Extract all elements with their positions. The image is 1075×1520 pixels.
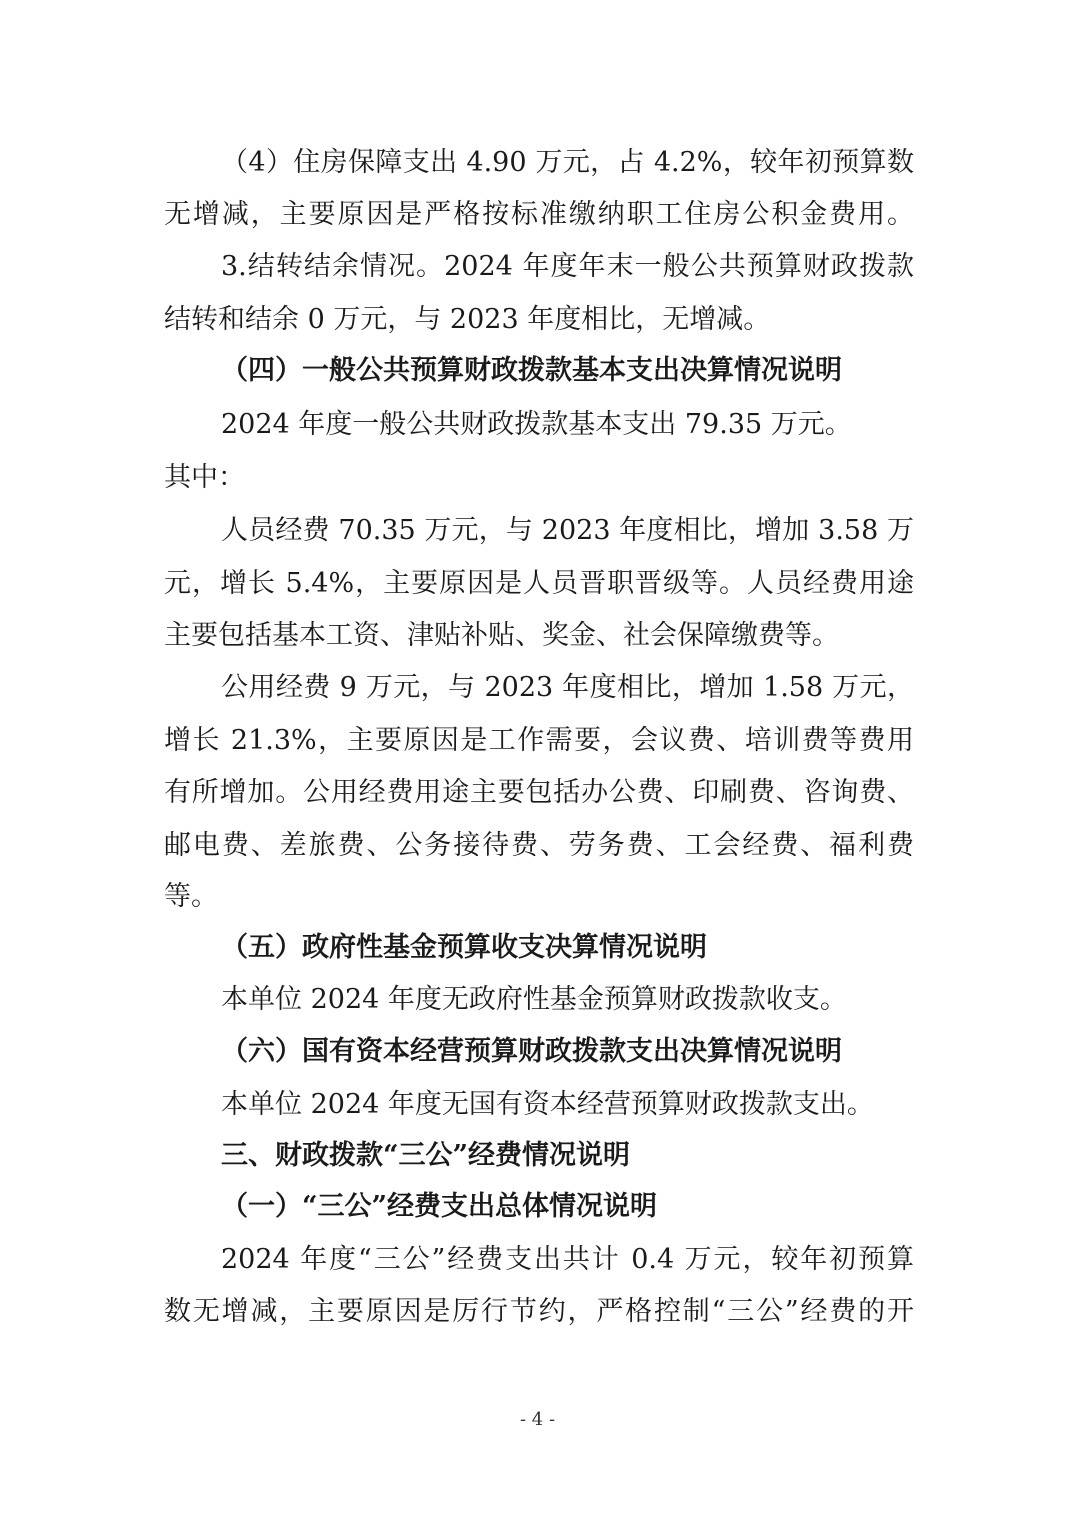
chapter-heading: 三、财政拨款“三公”经费情况说明 — [221, 1140, 631, 1171]
paragraph-line: 人员经费 70.35 万元，与 2023 年度相比，增加 3.58 万 — [221, 515, 914, 546]
page-number: - 4 - — [519, 1409, 556, 1430]
paragraph-line: 元，增长 5.4%，主要原因是人员晋职晋级等。人员经费用途 — [164, 568, 914, 599]
paragraph-line: 其中： — [164, 462, 245, 493]
section-heading: （四）一般公共预算财政拨款基本支出决算情况说明 — [221, 355, 842, 386]
section-heading: （一）“三公”经费支出总体情况说明 — [221, 1191, 658, 1222]
paragraph-line: 邮电费、差旅费、公务接待费、劳务费、工会经费、福利费 — [164, 830, 914, 861]
paragraph-line: 3.结转结余情况。2024 年度年末一般公共预算财政拨款 — [221, 251, 914, 282]
paragraph-line: 等。 — [164, 881, 218, 912]
paragraph-line: 无增减，主要原因是严格按标准缴纳职工住房公积金费用。 — [164, 199, 914, 230]
paragraph-line: 公用经费 9 万元，与 2023 年度相比，增加 1.58 万元， — [221, 672, 914, 703]
paragraph-line: 2024 年度一般公共财政拨款基本支出 79.35 万元。 — [221, 409, 852, 440]
paragraph-line: 有所增加。公用经费用途主要包括办公费、印刷费、咨询费、 — [164, 777, 914, 808]
paragraph-line: （4）住房保障支出 4.90 万元，占 4.2%，较年初预算数 — [221, 147, 914, 178]
paragraph-line: 数无增减，主要原因是厉行节约，严格控制“三公”经费的开 — [164, 1296, 914, 1327]
section-heading: （五）政府性基金预算收支决算情况说明 — [221, 932, 707, 963]
section-heading: （六）国有资本经营预算财政拨款支出决算情况说明 — [221, 1036, 842, 1067]
paragraph-line: 主要包括基本工资、津贴补贴、奖金、社会保障缴费等。 — [164, 620, 839, 651]
paragraph-line: 增长 21.3%，主要原因是工作需要，会议费、培训费等费用 — [164, 725, 914, 756]
paragraph-line: 2024 年度“三公”经费支出共计 0.4 万元，较年初预算 — [221, 1244, 914, 1275]
paragraph-line: 本单位 2024 年度无国有资本经营预算财政拨款支出。 — [221, 1089, 874, 1120]
paragraph-line: 本单位 2024 年度无政府性基金预算财政拨款收支。 — [221, 984, 847, 1015]
paragraph-line: 结转和结余 0 万元，与 2023 年度相比，无增减。 — [164, 304, 771, 335]
